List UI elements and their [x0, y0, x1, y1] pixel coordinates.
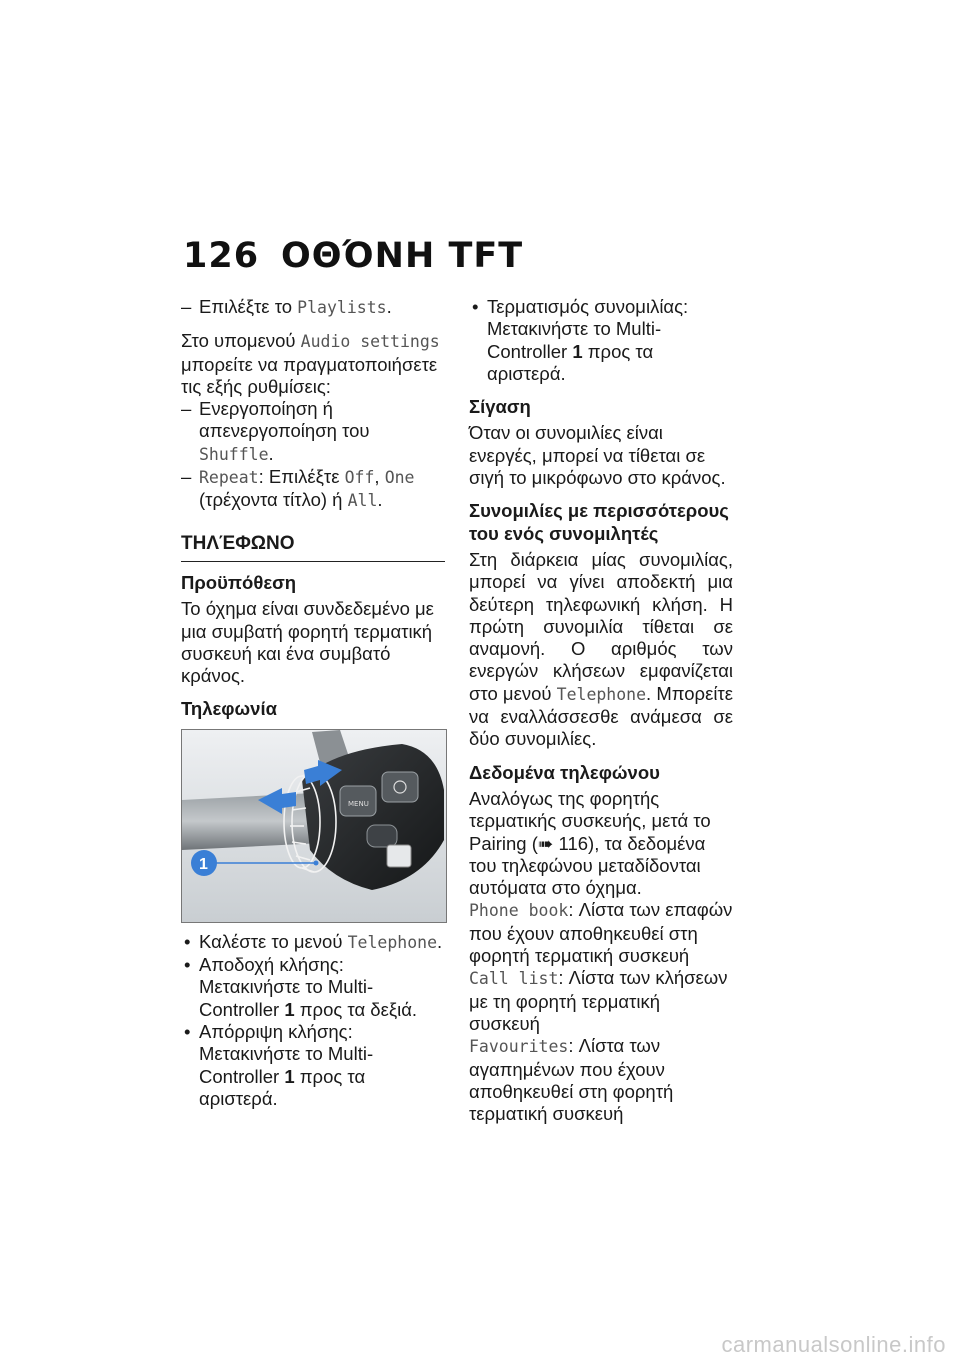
code-audio-settings: Audio settings — [300, 332, 440, 352]
audio-settings-intro: Στο υπομενού Audio settings μπορείτε να πραγματοποιήσετε τις εξής ρυθμίσεις: — [181, 330, 440, 397]
step-shuffle: – Ενεργοποίηση ή απενεργοποίηση του Shuffle. — [181, 398, 370, 464]
multi-call-text: Στη διάρκεια μίας συνομιλίας, μπορεί να γίνει αποδεκτή μια δεύτερη τηλεφωνική κλήση. Η πρώτη συνομιλία τίθεται σε αναμονή. Ο αριθμός των ενεργών κλήσεων εμφανίζεται στο μενού Telephone. Μπορείτε να εναλλάσσεσθε ανάμεσα σε δύο συνομιλίες. — [469, 548, 733, 750]
code-favourites: Favourites — [469, 1037, 569, 1057]
page-number: 126 — [183, 236, 260, 276]
phone-data-heading: Δεδομένα τηλεφώνου — [469, 761, 660, 783]
code-telephone: Telephone — [347, 932, 438, 952]
callout-number: 1 — [199, 855, 208, 873]
bullet-end-call: • Τερματισμός συνομιλίας: Μετακινήστε το Multi-Controller 1 προς τα αριστερά. — [472, 296, 689, 384]
home-button — [382, 772, 418, 802]
watermark: carmanualsonline.info — [721, 1332, 946, 1357]
right-column — [469, 296, 733, 1125]
prerequisite-heading: Προϋπόθεση — [181, 571, 297, 593]
side-button — [387, 845, 411, 867]
code-playlists: Playlists — [297, 298, 387, 317]
step-select-playlists: – Επιλέξτε το Playlists. — [181, 296, 392, 317]
multi-call-heading: Συνομιλίες με περισσότερους του ενός συνομιλητές — [469, 500, 729, 544]
page-header — [183, 236, 783, 276]
left-column — [181, 296, 445, 1110]
code-call-list: Call list — [469, 969, 559, 989]
code-phone-book: Phone book — [469, 901, 569, 921]
bullet-reject-call: • Απόρριψη κλήσης: Μετακινήστε το Multi-Controller 1 προς τα αριστερά. — [184, 1020, 374, 1109]
phone-book-item: Phone book: Λίστα των επαφών που έχουν αποθηκευθεί στη φορητή τερματική συσκευή — [469, 899, 733, 967]
section-title-phone: ΤΗΛΈΦΩΝΟ — [181, 533, 445, 562]
code-telephone-2: Telephone — [556, 684, 647, 704]
bullet-call-menu: • Καλέστε το μενού Telephone. — [184, 930, 443, 952]
favourites-item: Favourites: Λίστα των αγαπημένων που έχουν αποθηκευθεί στη φορητή τερματική συσκευή — [469, 1035, 674, 1125]
multi-controller-figure — [181, 729, 447, 923]
mute-heading: Σίγαση — [469, 396, 531, 418]
page-reference: 116 — [553, 832, 589, 854]
reference-arrow-icon: ➠ — [537, 832, 554, 854]
step-repeat: – Repeat: Επιλέξτε Off, One (τρέχοντα τίτλο) ή All. — [181, 466, 415, 511]
code-off: Off — [344, 468, 375, 488]
prerequisite-text: Το όχημα είναι συνδεδεμένο με μια συμβατή φορητή τερματική συσκευή και ένα συμβατό κράνος. — [181, 598, 434, 687]
telephony-heading: Τηλεφωνία — [181, 698, 277, 720]
code-shuffle: Shuffle — [199, 444, 269, 464]
rocker-switch — [367, 825, 397, 847]
page-title: ΟΘΌΝΗ TFT — [281, 236, 524, 276]
handlebar-illustration — [182, 730, 446, 922]
code-all: All — [347, 491, 378, 511]
code-one: One — [384, 468, 415, 488]
menu-label: MENU — [348, 799, 369, 808]
phone-data-text: Αναλόγως της φορητής τερματικής συσκευής, μετά το Pairing (➠ 116), τα δεδομένα του τηλεφώνου μεταδίδονται αυτόματα στο όχημα. — [469, 787, 711, 899]
bullet-accept-call: • Αποδοχή κλήσης: Μετακινήστε το Multi-Controller 1 προς τα δεξιά. — [184, 954, 418, 1020]
code-repeat: Repeat — [199, 468, 259, 488]
mute-text: Όταν οι συνομιλίες είναι ενεργές, μπορεί να τίθεται σε σιγή το μικρόφωνο στο κράνος. — [469, 422, 726, 489]
call-list-item: Call list: Λίστα των κλήσεων με τη φορητή τερματική συσκευή — [469, 967, 728, 1034]
